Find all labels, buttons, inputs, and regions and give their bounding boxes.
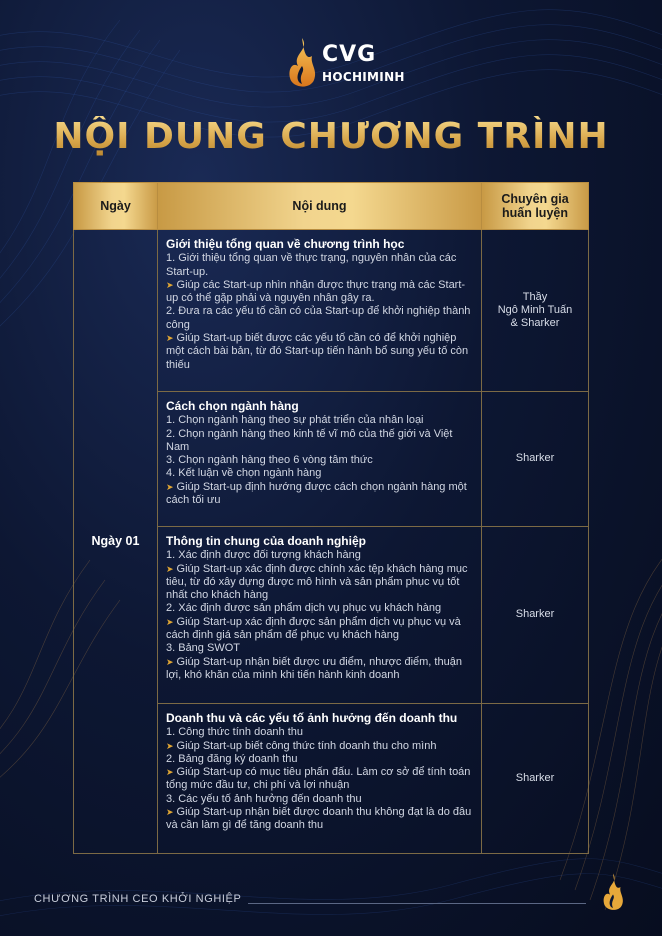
line-text: Giúp Start-up xác định được sản phẩm dịch vụ phục vụ và cách định giá sản phẩm để phục vụ khách hàng <box>166 615 461 642</box>
expert-name: & Sharker <box>510 317 560 330</box>
line-text: 1. Xác định được đối tượng khách hàng <box>166 549 361 562</box>
topic-line <box>166 602 475 615</box>
line-text: 1. Công thức tính doanh thu <box>166 726 304 739</box>
line-text: 2. Chọn ngành hàng theo kinh tế vĩ mô của thế giới và Việt Nam <box>166 427 453 453</box>
topic-line <box>166 793 475 806</box>
line-text: Giúp các Start-up nhìn nhận được thực trạng mà các Start-up có thể gặp phải và nguyên nhân gây ra. <box>166 278 466 305</box>
table-row <box>74 230 589 392</box>
benefit-line <box>166 766 475 793</box>
header-content: Nội dung <box>158 183 482 230</box>
table-header-row <box>74 183 589 230</box>
topic-line <box>166 467 475 480</box>
line-text: 2. Đưa ra các yếu tố cần có của Start-up để khởi nghiệp thành công <box>166 305 471 331</box>
line-text: Giúp Start-up xác định được chính xác tệp khách hàng mục tiêu, từ đó xây dựng được mô hình và sản phẩm phục vụ tốt nhất cho khách hàng <box>166 562 468 602</box>
benefit-line <box>166 740 475 753</box>
expert-cell <box>482 230 589 392</box>
header-expert-line2: huấn luyện <box>502 206 568 220</box>
benefit-line <box>166 563 475 603</box>
flame-icon <box>284 36 320 92</box>
session-title: Thông tin chung của doanh nghiệp <box>166 534 366 548</box>
session-title: Doanh thu và các yếu tố ảnh hưởng đến doanh thu <box>166 711 458 725</box>
line-text: Giúp Start-up định hướng được cách chọn ngành hàng một cách tối ưu <box>166 480 467 507</box>
benefit-line <box>166 332 475 372</box>
arrow-bullet-icon: ➤ <box>166 807 174 818</box>
line-text: 3. Các yếu tố ảnh hưởng đến doanh thu <box>166 792 362 805</box>
brand-logo <box>284 36 405 92</box>
line-text: Giúp Start-up biết được các yếu tố cần có để khởi nghiệp một cách bài bản, từ đó Start-up tiến hành bổ sung yếu tố còn thiếu <box>166 332 469 371</box>
footer-flame-icon <box>598 872 628 914</box>
expert-name: Sharker <box>515 608 555 621</box>
page-title: NỘI DUNG CHƯƠNG TRÌNH <box>0 116 662 157</box>
expert-name: Sharker <box>515 771 555 784</box>
benefit-line <box>166 279 475 306</box>
line-text: 1. Chọn ngành hàng theo sự phát triển của nhân loại <box>166 414 424 427</box>
line-text: 2. Bảng đăng ký doanh thu <box>166 752 298 765</box>
arrow-bullet-icon: ➤ <box>166 279 174 290</box>
benefit-line <box>166 806 475 833</box>
header-expert <box>482 183 589 230</box>
line-text: Giúp Start-up nhận biết được doanh thu không đạt là do đâu và cần làm gì để tăng doanh thu <box>166 806 472 832</box>
content-cell <box>158 527 482 704</box>
day-cell: Ngày 01 <box>74 230 158 854</box>
arrow-bullet-icon: ➤ <box>166 740 174 751</box>
benefit-line <box>166 481 475 508</box>
brand-name: CVG <box>322 42 377 67</box>
line-text: 3. Bảng SWOT <box>166 642 240 655</box>
footer-divider <box>248 903 586 904</box>
line-text: Giúp Start-up có mục tiêu phấn đấu. Làm cơ sở để tính toán tổng mức đầu tư, chi phí và lợi nhuận <box>166 766 471 792</box>
topic-line <box>166 753 475 766</box>
line-text: Giúp Start-up nhận biết được ưu điểm, nhược điểm, thuận lợi, khó khăn của mình khi tiến hành kinh doanh <box>166 655 462 681</box>
expert-cell <box>482 704 589 854</box>
session-title: Giới thiệu tổng quan về chương trình học <box>166 237 405 251</box>
topic-line <box>166 726 475 739</box>
arrow-bullet-icon: ➤ <box>166 656 174 667</box>
topic-line <box>166 305 475 332</box>
topic-line <box>166 642 475 655</box>
benefit-line <box>166 656 475 683</box>
line-text: Giúp Start-up biết công thức tính doanh thu cho mình <box>176 739 437 752</box>
topic-line <box>166 414 475 427</box>
arrow-bullet-icon: ➤ <box>166 616 174 627</box>
topic-line <box>166 252 475 279</box>
session-title: Cách chọn ngành hàng <box>166 399 299 413</box>
program-table <box>73 182 589 854</box>
expert-cell <box>482 527 589 704</box>
topic-line <box>166 549 475 562</box>
header-day: Ngày <box>74 183 158 230</box>
brand-city: HOCHIMINH <box>322 70 405 84</box>
line-text: 4. Kết luận về chọn ngành hàng <box>166 467 322 480</box>
content-cell <box>158 704 482 854</box>
header-expert-line1: Chuyên gia <box>501 192 569 206</box>
expert-cell <box>482 392 589 527</box>
topic-line <box>166 428 475 455</box>
benefit-line <box>166 616 475 643</box>
expert-name: Thầy <box>522 290 548 303</box>
expert-name: Ngô Minh Tuấn <box>497 303 573 316</box>
line-text: 1. Giới thiệu tổng quan về thực trạng, nguyên nhân của các Start-up. <box>166 252 457 278</box>
arrow-bullet-icon: ➤ <box>166 563 174 574</box>
content-cell <box>158 230 482 392</box>
arrow-bullet-icon: ➤ <box>166 767 174 778</box>
arrow-bullet-icon: ➤ <box>166 481 174 492</box>
content-cell <box>158 392 482 527</box>
expert-name: Sharker <box>515 452 555 465</box>
line-text: 2. Xác định được sản phẩm dịch vụ phục vụ khách hàng <box>166 602 442 615</box>
arrow-bullet-icon: ➤ <box>166 333 174 344</box>
footer-text: CHƯƠNG TRÌNH CEO KHỞI NGHIỆP <box>34 893 242 905</box>
line-text: 3. Chọn ngành hàng theo 6 vòng tâm thức <box>166 454 373 467</box>
topic-line <box>166 454 475 467</box>
